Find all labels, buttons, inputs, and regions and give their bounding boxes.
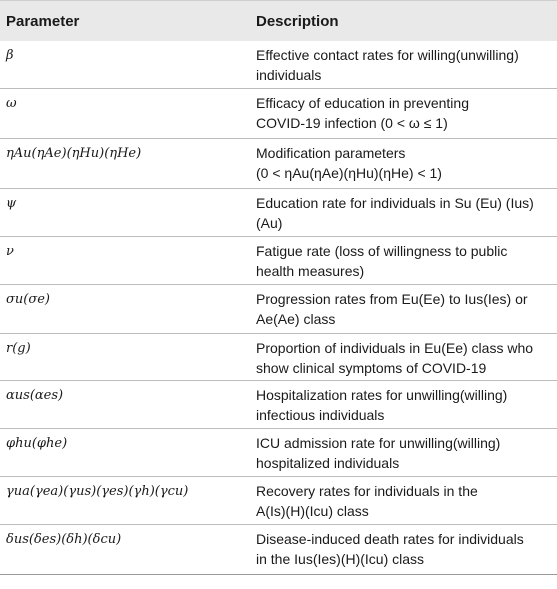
parameter-description (256, 241, 552, 281)
table-row (0, 285, 557, 334)
description-line: hospitalized individuals (256, 455, 400, 471)
description-line: health measures) (256, 263, 365, 279)
description-line: Effective contact rates for willing(unwilling) (256, 47, 519, 63)
header-parameter: Parameter (6, 13, 80, 30)
table-row (0, 237, 557, 285)
table-header (0, 0, 557, 41)
table-row (0, 381, 557, 429)
description-line: ICU admission rate for unwilling(willing) (256, 435, 501, 451)
parameter-symbol: σu(σe) (6, 292, 50, 307)
parameter-description (256, 289, 552, 329)
parameter-symbol: αus(αes) (6, 388, 64, 403)
description-line: COVID-19 infection (0 < ω ≤ 1) (256, 115, 448, 131)
description-line: Hospitalization rates for unwilling(willing) (256, 387, 508, 403)
description-line: A(Is)(H)(Icu) class (256, 503, 369, 519)
parameter-symbol: γua(γea)(γus)(γes)(γh)(γcu) (6, 484, 189, 499)
description-line: Proportion of individuals in Eu(Ee) class who (256, 340, 534, 356)
description-line: show clinical symptoms of COVID-19 (256, 360, 487, 376)
parameter-symbol: ηAu(ηAe)(ηHu)(ηHe) (6, 146, 142, 161)
parameter-description (256, 385, 552, 425)
description-line: Ae(Ae) class (256, 311, 336, 327)
table-row (0, 525, 557, 575)
parameter-description (256, 481, 552, 521)
table-row (0, 189, 557, 237)
description-line: Recovery rates for individuals in the (256, 483, 478, 499)
description-line: Disease-induced death rates for individuals (256, 531, 524, 547)
table-row (0, 89, 557, 139)
description-line: infectious individuals (256, 407, 385, 423)
parameter-description (256, 143, 552, 183)
parameter-symbol: φhu(φhe) (6, 436, 68, 451)
description-line: in the Ius(Ies)(H)(Icu) class (256, 551, 425, 567)
description-line: Education rate for individuals in Su (Eu) (Ius) (256, 195, 534, 211)
table-row (0, 429, 557, 477)
description-line: individuals (256, 67, 322, 83)
description-line: Fatigue rate (loss of willingness to public (256, 243, 508, 259)
parameter-description (256, 193, 552, 233)
description-line: (0 < ηAu(ηAe)(ηHu)(ηHe) < 1) (256, 165, 442, 181)
parameter-description (256, 45, 552, 85)
description-line: Efficacy of education in preventing (256, 95, 469, 111)
parameter-symbol: β (6, 48, 14, 63)
parameter-description (256, 338, 552, 378)
parameter-symbol: ω (6, 96, 17, 111)
description-line: Progression rates from Eu(Ee) to Ius(Ies) or (256, 291, 528, 307)
parameter-description (256, 433, 552, 473)
parameter-description (256, 529, 552, 569)
parameter-symbol: ψ (6, 196, 17, 211)
header-description: Description (256, 13, 339, 30)
table-row (0, 334, 557, 381)
parameter-symbol: δus(δes)(δh)(δcu) (6, 532, 122, 547)
description-line: (Au) (256, 215, 283, 231)
parameter-symbol: ν (6, 244, 14, 259)
table-row (0, 41, 557, 89)
parameter-description (256, 93, 552, 133)
table-row (0, 139, 557, 189)
parameter-symbol: r(g) (6, 341, 31, 356)
description-line: Modification parameters (256, 145, 406, 161)
table-row (0, 477, 557, 525)
